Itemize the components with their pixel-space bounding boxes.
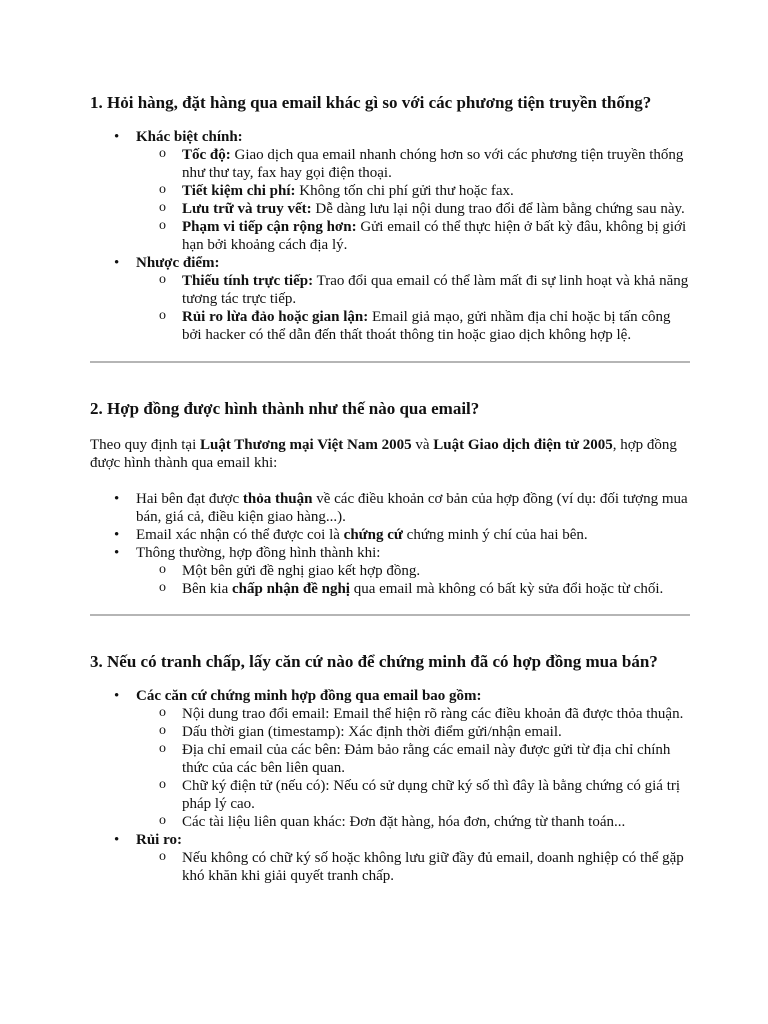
list-item (136, 272, 690, 308)
term: Rủi ro lừa đảo hoặc gian lận: (182, 309, 369, 325)
text: Email giả mạo, gửi nhầm địa chỉ hoặc bị tấn công bởi hacker có thể dẫn đến thất thoát thông tin hoặc giao dịch không hợp lệ. (182, 309, 671, 343)
text: Chữ ký điện tử (nếu có): Nếu có sử dụng chữ ký số thì đây là bằng chứng có giá trị pháp lý cao. (182, 778, 681, 812)
list-item (136, 200, 690, 218)
text: Dễ dàng lưu lại nội dung trao đổi để làm bằng chứng sau này. (311, 201, 685, 217)
list-item (136, 813, 690, 831)
list-item (90, 687, 690, 831)
term: Tiết kiệm chi phí: (182, 183, 296, 199)
law-name: Luật Thương mại Việt Nam 2005 (199, 437, 412, 453)
text: qua email mà không có bất kỳ sửa đổi hoặc từ chối. (349, 581, 664, 597)
list-item (136, 580, 690, 598)
list-item (90, 831, 690, 885)
section-1-heading: 1. Hỏi hàng, đặt hàng qua email khác gì so với các phương tiện truyền thống? (90, 93, 652, 112)
list-item (136, 777, 690, 813)
list-item (136, 562, 690, 580)
text: Trao đổi qua email có thể làm mất đi sự linh hoạt và khả năng tương tác trực tiếp. (182, 273, 689, 307)
text: Nội dung trao đổi email: Email thể hiện rõ ràng các điều khoản đã được thỏa thuận. (182, 706, 684, 722)
list-item (90, 128, 690, 254)
list-item (90, 254, 690, 344)
term: Thiếu tính trực tiếp: (182, 273, 314, 289)
list-item (90, 490, 690, 526)
list-item (90, 526, 690, 544)
list-item (136, 705, 690, 723)
list-item-label: Rủi ro: (136, 832, 182, 848)
text: Các tài liệu liên quan khác: Đơn đặt hàng, hóa đơn, chứng từ thanh toán... (182, 814, 626, 830)
section-2-list (90, 490, 690, 598)
text: và (411, 437, 434, 453)
text: Gửi email có thể thực hiện ở bất kỳ đâu, không bị giới hạn bởi khoảng cách địa lý. (182, 219, 687, 253)
text: Nếu không có chữ ký số hoặc không lưu giữ đầy đủ email, doanh nghiệp có thể gặp khó khăn khi giải quyết tranh chấp. (182, 850, 684, 884)
term: Lưu trữ và truy vết: (182, 201, 312, 217)
text: về các điều khoản cơ bản của hợp đồng (ví dụ: đối tượng mua bán, giá cả, điều kiện giao hàng...). (136, 491, 688, 525)
section-2-heading: 2. Hợp đồng được hình thành như thế nào qua email? (90, 399, 480, 418)
list-item (136, 849, 690, 885)
list-item (136, 741, 690, 777)
list-item (90, 544, 690, 598)
list-item (136, 146, 690, 182)
text: Địa chỉ email của các bên: Đảm bảo rằng các email này được gửi từ địa chỉ chính thức của các bên liên quan. (182, 742, 671, 776)
section-2-intro (90, 436, 690, 472)
section-1 (90, 92, 690, 344)
list-item (136, 723, 690, 741)
term: Tốc độ: (182, 147, 231, 163)
law-name: Luật Giao dịch điện tử 2005 (433, 437, 613, 453)
text: Bên kia (182, 581, 232, 597)
text: Hai bên đạt được (136, 491, 243, 507)
text: Một bên gửi đề nghị giao kết hợp đồng. (182, 563, 421, 579)
list-item-label: Khác biệt chính: (136, 129, 243, 145)
section-2 (90, 398, 690, 598)
section-3-heading: 3. Nếu có tranh chấp, lấy căn cứ nào để chứng minh đã có hợp đồng mua bán? (90, 652, 658, 671)
section-divider (90, 361, 690, 363)
text: Giao dịch qua email nhanh chóng hơn so với các phương tiện truyền thống như thư tay, fax hay gọi điện thoại. (182, 147, 684, 181)
text: Thông thường, hợp đồng hình thành khi: (136, 545, 381, 561)
section-1-list (90, 128, 690, 344)
text: , hợp đồng được hình thành qua email khi: (90, 437, 677, 471)
list-item-label: Các căn cứ chứng minh hợp đồng qua email bao gồm: (136, 688, 482, 704)
document-body (90, 92, 690, 885)
list-item (136, 218, 690, 254)
list-item (136, 308, 690, 344)
section-3 (90, 651, 690, 885)
section-3-list (90, 687, 690, 885)
text: Email xác nhận có thể được coi là (136, 527, 344, 543)
text: Theo quy định tại (90, 437, 200, 453)
text: Dấu thời gian (timestamp): Xác định thời điểm gửi/nhận email. (182, 724, 562, 740)
term: Phạm vi tiếp cận rộng hơn: (182, 219, 357, 235)
text: Không tốn chi phí gửi thư hoặc fax. (295, 183, 514, 199)
section-divider (90, 614, 690, 616)
list-item (136, 182, 690, 200)
term: thỏa thuận (242, 491, 313, 507)
term: chấp nhận đề nghị (232, 581, 350, 597)
text: chứng minh ý chí của hai bên. (402, 527, 588, 543)
term: chứng cứ (343, 527, 403, 543)
list-item-label: Nhược điểm: (136, 255, 220, 271)
